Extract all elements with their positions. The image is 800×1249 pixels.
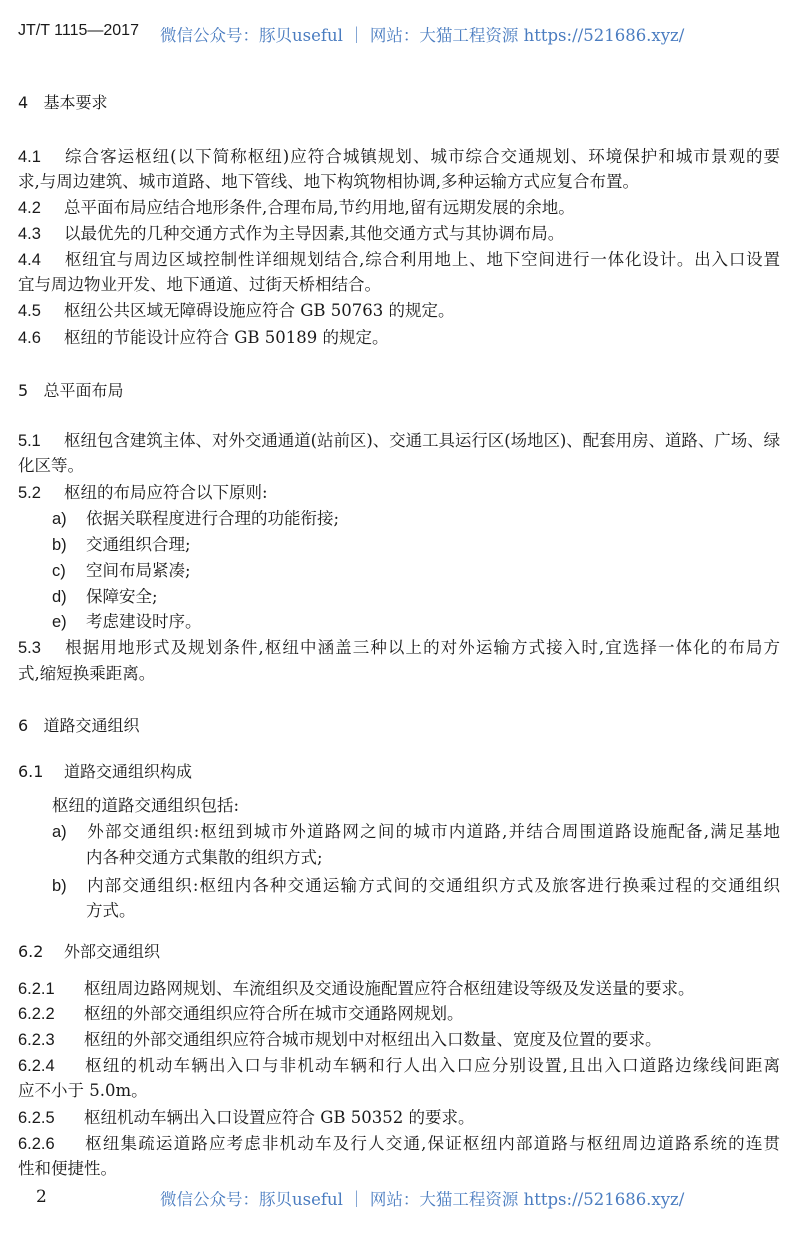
section-title: 外部交通组织 [64, 942, 161, 961]
clause-number: 4.5 [18, 302, 41, 320]
section-number: 6.1 [18, 762, 44, 781]
clause-number: 6.2.3 [18, 1031, 55, 1049]
clause-number: 5.2 [18, 484, 41, 502]
clause-4-3 [18, 223, 564, 245]
clause-6-2-1 [18, 978, 695, 1000]
section-title: 基本要求 [43, 93, 108, 112]
list-item [52, 586, 158, 608]
watermark-top: 微信公众号：豚贝useful ｜ 网站：大猫工程资源 https://521686.xyz/ [160, 26, 685, 45]
clause-text: 枢纽机动车辆出入口设置应符合 GB 50352 的要求。 [84, 1108, 475, 1127]
list-text: 保障安全; [86, 587, 158, 606]
section-6-1-heading [18, 761, 192, 783]
clause-text: 枢纽的机动车辆出入口与非机动车辆和行人出入口应分别设置,且出入口道路边缘线间距离 [84, 1056, 780, 1075]
clause-4-4-cont: 宜与周边物业开发、地下通道、过街天桥相结合。 [18, 275, 381, 294]
clause-4-1 [18, 146, 780, 168]
clause-text: 综合客运枢纽(以下简称枢纽)应符合城镇规划、城市综合交通规划、环境保护和城市景观的要 [64, 147, 780, 166]
clause-4-1-cont: 求,与周边建筑、城市道路、地下管线、地下构筑物相协调,多种运输方式应复合布置。 [18, 172, 639, 191]
list-mark: b) [52, 536, 67, 554]
list-mark: b) [52, 877, 67, 895]
clause-text: 枢纽集疏运道路应考虑非机动车及行人交通,保证枢纽内部道路与枢纽周边道路系统的连贯 [84, 1134, 780, 1153]
clause-number: 6.2.4 [18, 1057, 55, 1075]
clause-number: 4.1 [18, 148, 41, 166]
section-6-2-heading [18, 941, 160, 963]
clause-number: 4.2 [18, 199, 41, 217]
clause-number: 4.4 [18, 251, 41, 269]
watermark-bottom: 微信公众号：豚贝useful ｜ 网站：大猫工程资源 https://521686.xyz/ [160, 1190, 685, 1209]
clause-number: 5.1 [18, 432, 41, 450]
list-item [52, 508, 339, 530]
clause-5-2 [18, 482, 268, 504]
section-number: 4 [18, 93, 29, 112]
list-text: 交通组织合理; [86, 535, 191, 554]
clause-number: 4.3 [18, 225, 41, 243]
section-6-heading [18, 715, 139, 737]
clause-number: 4.6 [18, 329, 41, 347]
clause-5-3-cont: 式,缩短换乘距离。 [18, 664, 156, 683]
list-text: 依据关联程度进行合理的功能衔接; [86, 509, 340, 528]
list-item [52, 534, 191, 556]
list-mark: a) [52, 823, 67, 841]
section-number: 5 [18, 381, 29, 400]
list-mark: d) [52, 588, 67, 606]
clause-6-2-4 [18, 1055, 780, 1077]
list-text: 外部交通组织:枢纽到城市外道路网之间的城市内道路,并结合周围道路设施配备,满足基地 [86, 822, 780, 841]
clause-4-2 [18, 197, 575, 219]
clause-6-2-6 [18, 1133, 780, 1155]
section-4-heading [18, 92, 107, 114]
list-item [52, 875, 780, 897]
list-item-cont: 内各种交通方式集散的组织方式; [86, 848, 323, 867]
clause-text: 枢纽的外部交通组织应符合城市规划中对枢纽出入口数量、宽度及位置的要求。 [84, 1030, 662, 1049]
clause-text: 枢纽的节能设计应符合 GB 50189 的规定。 [64, 328, 389, 347]
clause-6-2-6-cont: 性和便捷性。 [18, 1159, 117, 1178]
clause-number: 6.2.5 [18, 1109, 55, 1127]
section-number: 6 [18, 716, 29, 735]
clause-5-3 [18, 637, 780, 659]
clause-text: 枢纽的外部交通组织应符合所在城市交通路网规划。 [84, 1004, 464, 1023]
clause-number: 5.3 [18, 639, 41, 657]
clause-4-5 [18, 300, 455, 322]
clause-text: 枢纽公共区域无障碍设施应符合 GB 50763 的规定。 [64, 301, 455, 320]
list-item [52, 560, 191, 582]
clause-5-1-cont: 化区等。 [18, 456, 84, 475]
doc-code: JT/T 1115—2017 [18, 22, 139, 39]
clause-4-6 [18, 327, 389, 349]
clause-number: 6.2.1 [18, 980, 55, 998]
section-number: 6.2 [18, 942, 44, 961]
list-text: 空间布局紧凑; [86, 561, 191, 580]
page-number: 2 [36, 1187, 47, 1207]
list-mark: e) [52, 613, 67, 631]
list-mark: c) [52, 562, 66, 580]
clause-text: 总平面布局应结合地形条件,合理布局,节约用地,留有远期发展的余地。 [64, 198, 575, 217]
clause-text: 以最优先的几种交通方式作为主导因素,其他交通方式与其协调布局。 [64, 224, 565, 243]
clause-6-2-3 [18, 1029, 662, 1051]
clause-6-2-5 [18, 1107, 475, 1129]
list-text: 内部交通组织:枢纽内各种交通运输方式间的交通组织方式及旅客进行换乘过程的交通组织 [86, 876, 780, 895]
clause-number: 6.2.6 [18, 1135, 55, 1153]
clause-4-4 [18, 249, 780, 271]
clause-text: 枢纽周边路网规划、车流组织及交通设施配置应符合枢纽建设等级及发送量的要求。 [84, 979, 695, 998]
list-mark: a) [52, 510, 67, 528]
list-item [52, 611, 202, 633]
clause-number: 6.2.2 [18, 1005, 55, 1023]
clause-text: 根据用地形式及规划条件,枢纽中涵盖三种以上的对外运输方式接入时,宜选择一体化的布局方 [64, 638, 780, 657]
list-item [52, 821, 780, 843]
clause-text: 枢纽包含建筑主体、对外交通通道(站前区)、交通工具运行区(场地区)、配套用房、道路、广场、绿 [64, 431, 780, 450]
intro-text: 枢纽的道路交通组织包括: [52, 796, 240, 815]
clause-text: 枢纽宜与周边区域控制性详细规划结合,综合利用地上、地下空间进行一体化设计。出入口设置 [64, 250, 780, 269]
clause-5-1 [18, 430, 780, 452]
section-title: 道路交通组织构成 [64, 762, 193, 781]
clause-6-2-4-cont: 应不小于 5.0m。 [18, 1081, 148, 1100]
section-5-heading [18, 380, 123, 402]
list-item-cont: 方式。 [86, 901, 136, 920]
clause-text: 枢纽的布局应符合以下原则: [64, 483, 268, 502]
list-text: 考虑建设时序。 [86, 612, 202, 631]
section-title: 总平面布局 [43, 381, 124, 400]
clause-6-2-2 [18, 1003, 464, 1025]
section-title: 道路交通组织 [43, 716, 140, 735]
